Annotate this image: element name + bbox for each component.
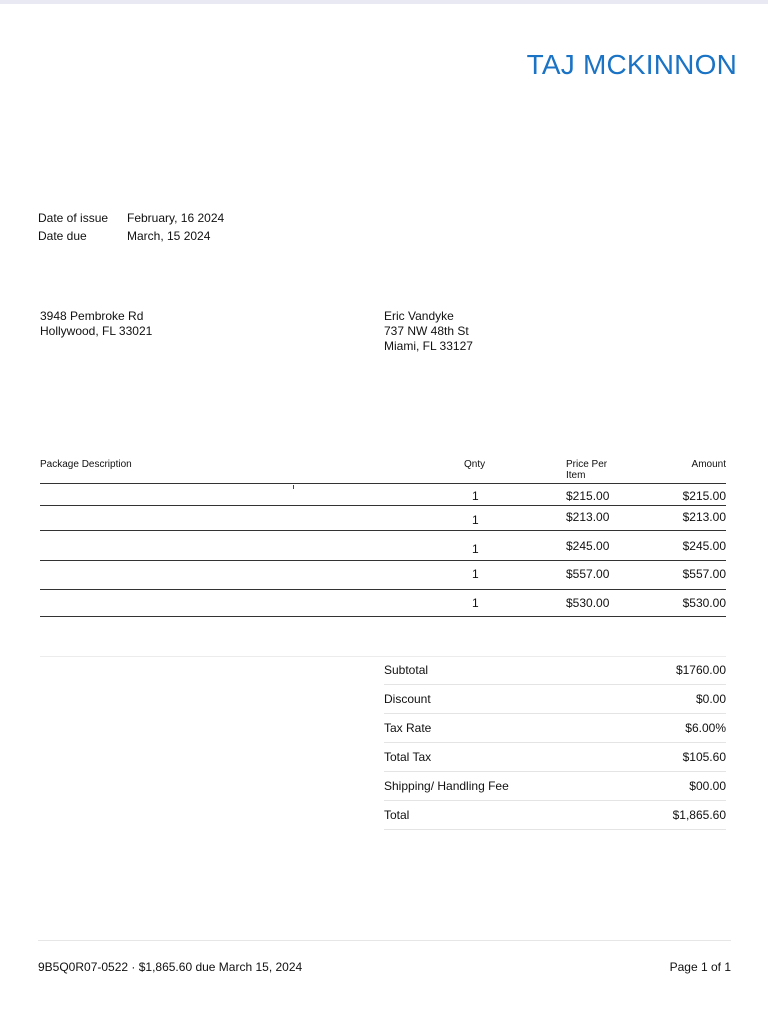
table-row	[40, 484, 726, 506]
recipient-city: Miami, FL 33127	[384, 339, 473, 353]
recipient-street: 737 NW 48th St	[384, 324, 469, 338]
discount-label: Discount	[384, 692, 431, 706]
date-of-issue-row	[38, 210, 224, 228]
total-label: Total	[384, 808, 410, 822]
date-of-issue-value: February, 16 2024	[127, 211, 225, 225]
row-price: $245.00	[566, 539, 610, 553]
shipping-row	[384, 772, 726, 801]
page-number: Page 1 of 1	[669, 960, 731, 974]
tax-rate-row	[384, 714, 726, 743]
row-qty: 1	[472, 596, 479, 610]
footer-summary: 9B5Q0R07-0522 · $1,865.60 due March 15, 2024	[38, 960, 303, 974]
header-price	[566, 459, 607, 481]
discount-value: $0.00	[695, 692, 726, 706]
company-name: TAJ MCKINNON	[526, 49, 737, 80]
table-row	[40, 531, 726, 561]
sender-street: 3948 Pembroke Rd	[40, 309, 144, 323]
date-due-row	[38, 228, 224, 246]
total-tax-row	[384, 743, 726, 772]
shipping-label: Shipping/ Handling Fee	[384, 779, 509, 793]
table-row	[40, 561, 726, 590]
row-mark	[293, 485, 294, 489]
shipping-value: $00.00	[689, 779, 726, 793]
date-due-label: Date due	[38, 229, 87, 243]
row-qty: 1	[472, 542, 479, 556]
row-price: $530.00	[566, 596, 610, 610]
row-qty: 1	[472, 567, 479, 581]
table-header	[40, 455, 726, 484]
top-bar	[0, 0, 768, 4]
footer-divider	[38, 940, 731, 941]
recipient-address	[384, 309, 473, 354]
total-tax-value: $105.60	[682, 750, 726, 764]
sender-city: Hollywood, FL 33021	[40, 324, 153, 338]
row-qty: 1	[472, 513, 479, 527]
tax-rate-label: Tax Rate	[384, 721, 432, 735]
totals-section	[384, 656, 726, 830]
sender-address	[40, 309, 152, 339]
subtotal-label: Subtotal	[384, 663, 429, 677]
date-due-value: March, 15 2024	[127, 229, 211, 243]
invoice-dates	[38, 210, 224, 246]
date-of-issue-label: Date of issue	[38, 211, 109, 225]
header-description: Package Description	[40, 459, 132, 470]
row-amount: $557.00	[682, 567, 726, 581]
row-amount: $215.00	[682, 489, 726, 503]
table-row	[40, 506, 726, 531]
table-row	[40, 590, 726, 617]
tax-rate-value: $6.00%	[685, 721, 726, 735]
row-price: $557.00	[566, 567, 610, 581]
subtotal-value: $1760.00	[675, 663, 726, 677]
subtotal-row	[384, 656, 726, 685]
row-price: $215.00	[566, 489, 610, 503]
recipient-name: Eric Vandyke	[384, 309, 454, 323]
discount-row	[384, 685, 726, 714]
row-price: $213.00	[566, 510, 610, 524]
total-value: $1,865.60	[672, 808, 726, 822]
header-price-line1: Price Per	[566, 459, 608, 470]
row-amount: $530.00	[682, 596, 726, 610]
total-tax-label: Total Tax	[384, 750, 432, 764]
total-row	[384, 801, 726, 830]
row-qty: 1	[472, 489, 479, 503]
header-amount: Amount	[691, 459, 726, 470]
row-amount: $213.00	[682, 510, 726, 524]
line-items-table	[40, 455, 726, 617]
header-price-line2: Item	[566, 470, 586, 481]
row-amount: $245.00	[682, 539, 726, 553]
header-qty: Qnty	[464, 459, 486, 470]
